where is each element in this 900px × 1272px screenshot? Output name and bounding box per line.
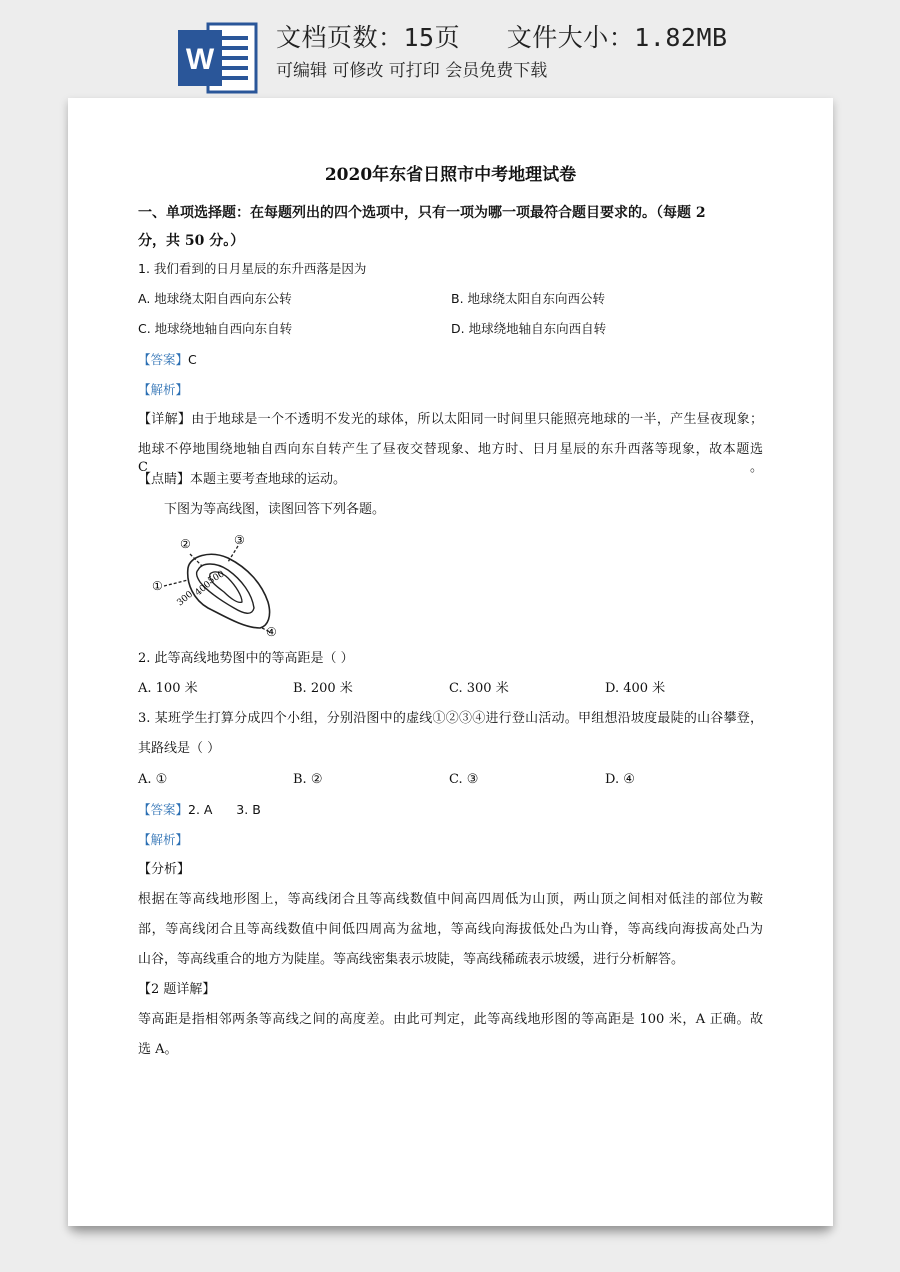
fenxi-line3: 山谷，等高线重合的地方为陡崖。等高线密集表示坡陡，等高线稀疏表示坡缓，进行分析解答。 [138, 952, 685, 967]
word-document-icon [178, 20, 258, 96]
contour-500-label: 500 [206, 569, 227, 587]
q2-option-b: B. 200 米 [293, 681, 353, 696]
q2-option-d: D. 400 米 [605, 681, 666, 696]
section-heading-line1: 一、单项选择题：在每题列出的四个选项中，只有一项为哪一项最符合题目要求的。（每题 2 [138, 205, 706, 221]
document-stats: 文档页数：15页 文件大小：1.82MB [276, 23, 728, 52]
answer-value: C [188, 352, 197, 367]
word-icon-letter: W [185, 43, 215, 76]
section-heading-line2: 分，共 50 分。） [138, 233, 245, 249]
answer-tag: 【答案】 [138, 802, 189, 817]
route-3-label: ③ [234, 534, 245, 547]
q3-option-d: D. ④ [605, 772, 635, 787]
q3-option-a: A. ① [138, 772, 168, 787]
document-features: 可编辑 可修改 可打印 会员免费下载 [276, 61, 548, 81]
fenxi-line1: 根据在等高线地形图上，等高线闭合且等高线数值中间高四周低为山顶，两山顶之间相对低洼的部位为鞍 [138, 892, 763, 907]
answers-2-3 [138, 801, 261, 819]
q1-stem: 1. 我们看到的日月星辰的东升西落是因为 [138, 261, 367, 276]
route-4-label: ④ [266, 625, 277, 638]
contour-map-figure [144, 534, 284, 638]
q3-stem-line1: 3. 某班学生打算分成四个小组，分别沿图中的虚线①②③④进行登山活动。甲组想沿坡度最陡的山谷攀登， [138, 711, 763, 726]
route-1-label: ① [152, 579, 163, 593]
q1-detail-line1: 【详解】由于地球是一个不透明不发光的球体，所以太阳同一时间里只能照亮地球的一半，产生昼夜现象； [138, 412, 763, 427]
q1-option-c: C. 地球绕地轴自西向东自转 [138, 321, 293, 336]
q2-option-a: A. 100 米 [138, 681, 198, 696]
q1-option-d: D. 地球绕地轴自东向西自转 [451, 321, 607, 336]
download-banner [0, 0, 900, 100]
q3-stem-line2: 其路线是（ ） [138, 741, 221, 756]
q1-analysis-tag: 【解析】 [138, 382, 189, 397]
q2-detail-tag: 【2 题详解】 [138, 982, 216, 997]
q1-answer [138, 351, 197, 369]
route-2-label: ② [180, 537, 191, 551]
fenxi-tag: 【分析】 [138, 862, 191, 877]
contour-300-label: 300 [175, 589, 196, 609]
q1-option-a: A. 地球绕太阳自西向东公转 [138, 291, 292, 306]
answer-tag: 【答案】 [138, 352, 189, 367]
document-title: 2020年东省日照市中考地理试卷 [324, 165, 577, 185]
q3-option-b: B. ② [293, 772, 323, 787]
q1-option-b: B. 地球绕太阳自东向西公转 [451, 291, 606, 306]
document-page [68, 98, 833, 1226]
q2-option-c: C. 300 米 [449, 681, 509, 696]
figure-intro: 下图为等高线图，读图回答下列各题。 [164, 502, 386, 517]
fenxi-line2: 部，等高线闭合且等高线数值中间低四周高为盆地，等高线向海拔低处凸为山脊，等高线向海拔高处凸为 [138, 922, 763, 937]
q2-stem: 2. 此等高线地势图中的等高距是（ ） [138, 651, 354, 666]
analysis-tag: 【解析】 [138, 832, 189, 847]
q2-detail-line2: 选 A。 [138, 1042, 178, 1057]
q1-detail-line2: 地球不停地围绕地轴自西向东自转产生了昼夜交替现象、地方时、日月星辰的东升西落等现象，故本题选 C。 [138, 442, 763, 475]
q3-option-c: C. ③ [449, 772, 479, 787]
q1-comment: 【点睛】本题主要考查地球的运动。 [138, 472, 347, 487]
answer-values: 2. A 3. B [188, 802, 261, 817]
q2-detail-line1: 等高距是指相邻两条等高线之间的高度差。由此可判定，此等高线地形图的等高距是 100 米，A 正确。故 [138, 1012, 763, 1027]
contour-400-label: 400 [193, 579, 214, 599]
